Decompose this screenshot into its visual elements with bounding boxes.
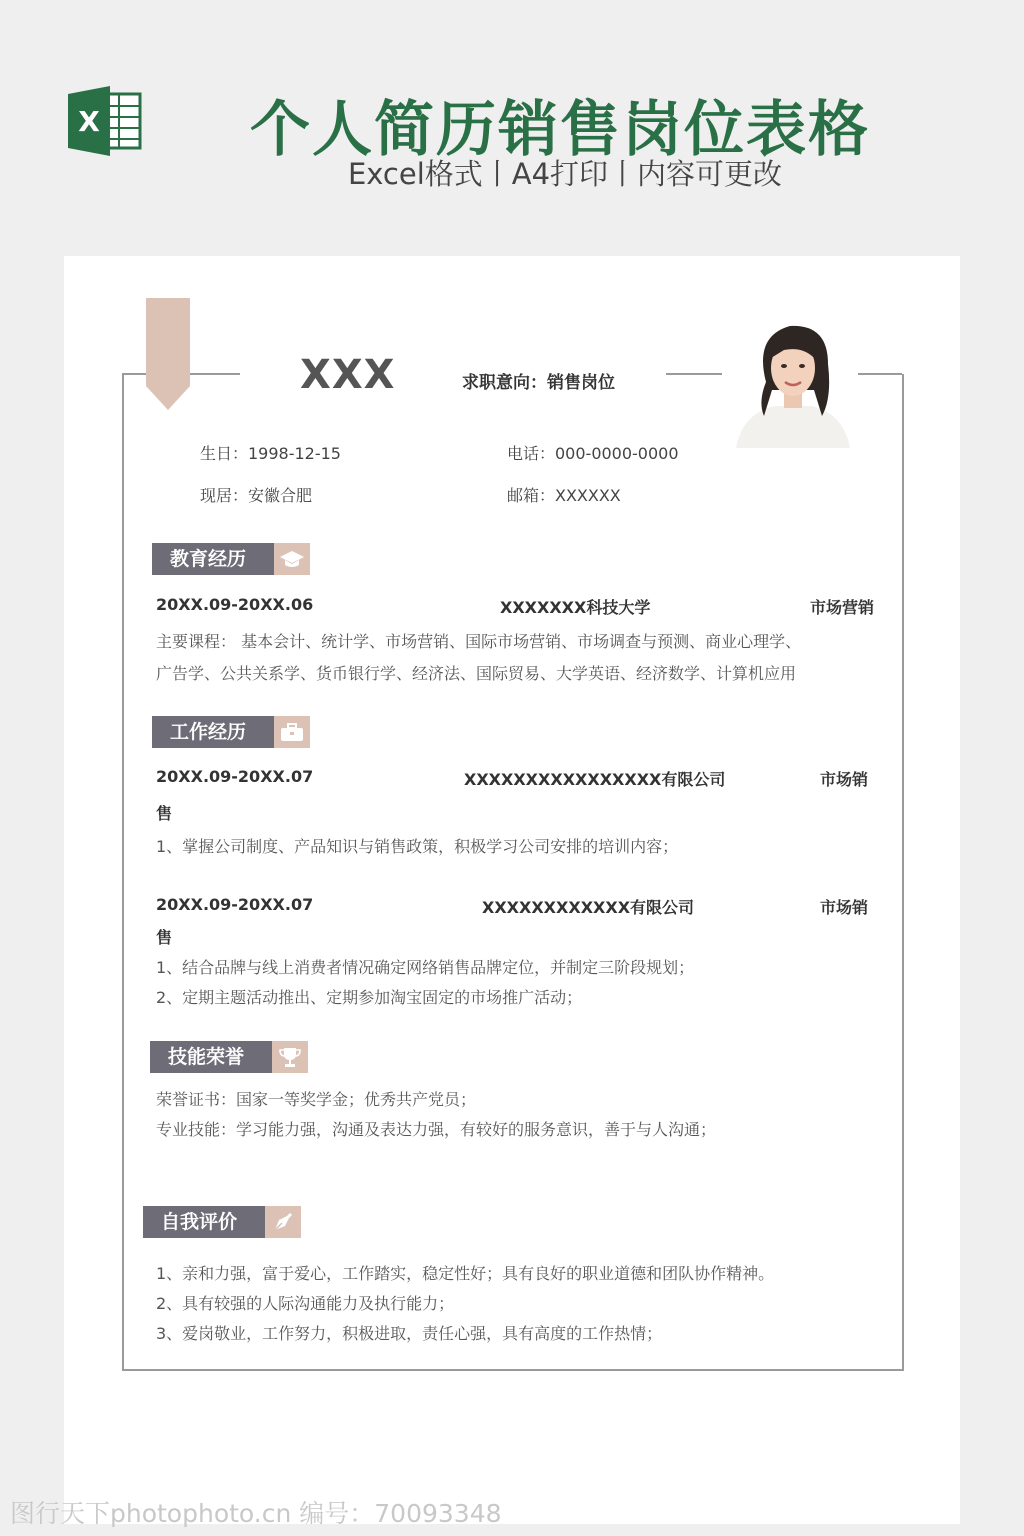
job2-period: 20XX.09-20XX.07 xyxy=(156,895,314,914)
candidate-name: XXX xyxy=(300,352,396,398)
job1-position: 市场销 xyxy=(820,770,869,789)
self-eval-line2: 2、具有较强的人际沟通能力及执行能力； xyxy=(156,1294,455,1313)
education-courses-line2: 广告学、公共关系学、货币银行学、经济法、国际贸易、大学英语、经济数学、计算机应用 xyxy=(156,664,797,683)
job2-duty1: 1、结合品牌与线上消费者情况确定网络销售品牌定位，并制定三阶段规划； xyxy=(156,958,695,977)
section-education-header xyxy=(152,543,312,575)
skills-honors: 荣誉证书：国家一等奖学金；优秀共产党员； xyxy=(156,1090,477,1109)
info-email: 邮箱：XXXXXX xyxy=(507,486,621,505)
education-courses-line1: 主要课程： 基本会计、统计学、市场营销、国际市场营销、市场调查与预测、商业心理学、 xyxy=(156,632,802,651)
education-period: 20XX.09-20XX.06 xyxy=(156,595,314,614)
job1-company: XXXXXXXXXXXXXXXX有限公司 xyxy=(464,770,726,789)
job1-duty1: 1、掌握公司制度、产品知识与销售政策，积极学习公司安排的培训内容； xyxy=(156,837,679,856)
pen-nib-icon xyxy=(265,1206,301,1238)
section-self-eval-title: 自我评价 xyxy=(143,1206,265,1238)
job-intent: 求职意向：销售岗位 xyxy=(462,373,615,393)
frame-top-line-middle xyxy=(666,373,722,375)
job1-period: 20XX.09-20XX.07 xyxy=(156,767,314,786)
education-major: 市场营销 xyxy=(810,598,875,617)
education-school: XXXXXXX科技大学 xyxy=(500,598,651,617)
job2-duty2: 2、定期主题活动推出、定期参加淘宝固定的市场推广活动； xyxy=(156,988,583,1007)
trophy-icon xyxy=(272,1041,308,1073)
watermark: 图行天下photophoto.cn 编号：70093348 xyxy=(10,1499,502,1528)
page-subtitle: Excel格式丨A4打印丨内容可更改 xyxy=(347,157,783,191)
info-phone: 电话：000-0000-0000 xyxy=(507,444,679,463)
bookmark-ribbon xyxy=(146,298,190,410)
candidate-photo xyxy=(728,316,858,448)
page-title: 个人简历销售岗位表格 xyxy=(250,95,870,165)
briefcase-icon xyxy=(274,716,310,748)
job2-position: 市场销 xyxy=(820,898,869,917)
self-eval-line1: 1、亲和力强，富于爱心，工作踏实，稳定性好；具有良好的职业道德和团队协作精神。 xyxy=(156,1264,775,1283)
section-education-title: 教育经历 xyxy=(152,543,274,575)
frame-top-line-right xyxy=(858,373,902,375)
excel-icon-letter: X xyxy=(78,105,100,138)
section-work-title: 工作经历 xyxy=(152,716,274,748)
job2-company: XXXXXXXXXXXX有限公司 xyxy=(482,898,695,917)
section-skills-header xyxy=(150,1041,310,1073)
info-residence: 现居：安徽合肥 xyxy=(200,486,313,505)
section-self-eval-header xyxy=(143,1206,303,1238)
section-skills-title: 技能荣誉 xyxy=(150,1041,272,1073)
job1-position-wrap: 售 xyxy=(156,804,173,823)
self-eval-line3: 3、爱岗敬业，工作努力，积极进取，责任心强，具有高度的工作热情； xyxy=(156,1324,663,1343)
skills-professional: 专业技能：学习能力强，沟通及表达力强，有较好的服务意识，善于与人沟通； xyxy=(156,1120,717,1139)
section-work-header xyxy=(152,716,312,748)
excel-icon xyxy=(68,86,142,156)
info-birthday: 生日：1998-12-15 xyxy=(200,444,341,463)
job2-position-wrap: 售 xyxy=(156,928,173,947)
graduation-cap-icon xyxy=(274,543,310,575)
